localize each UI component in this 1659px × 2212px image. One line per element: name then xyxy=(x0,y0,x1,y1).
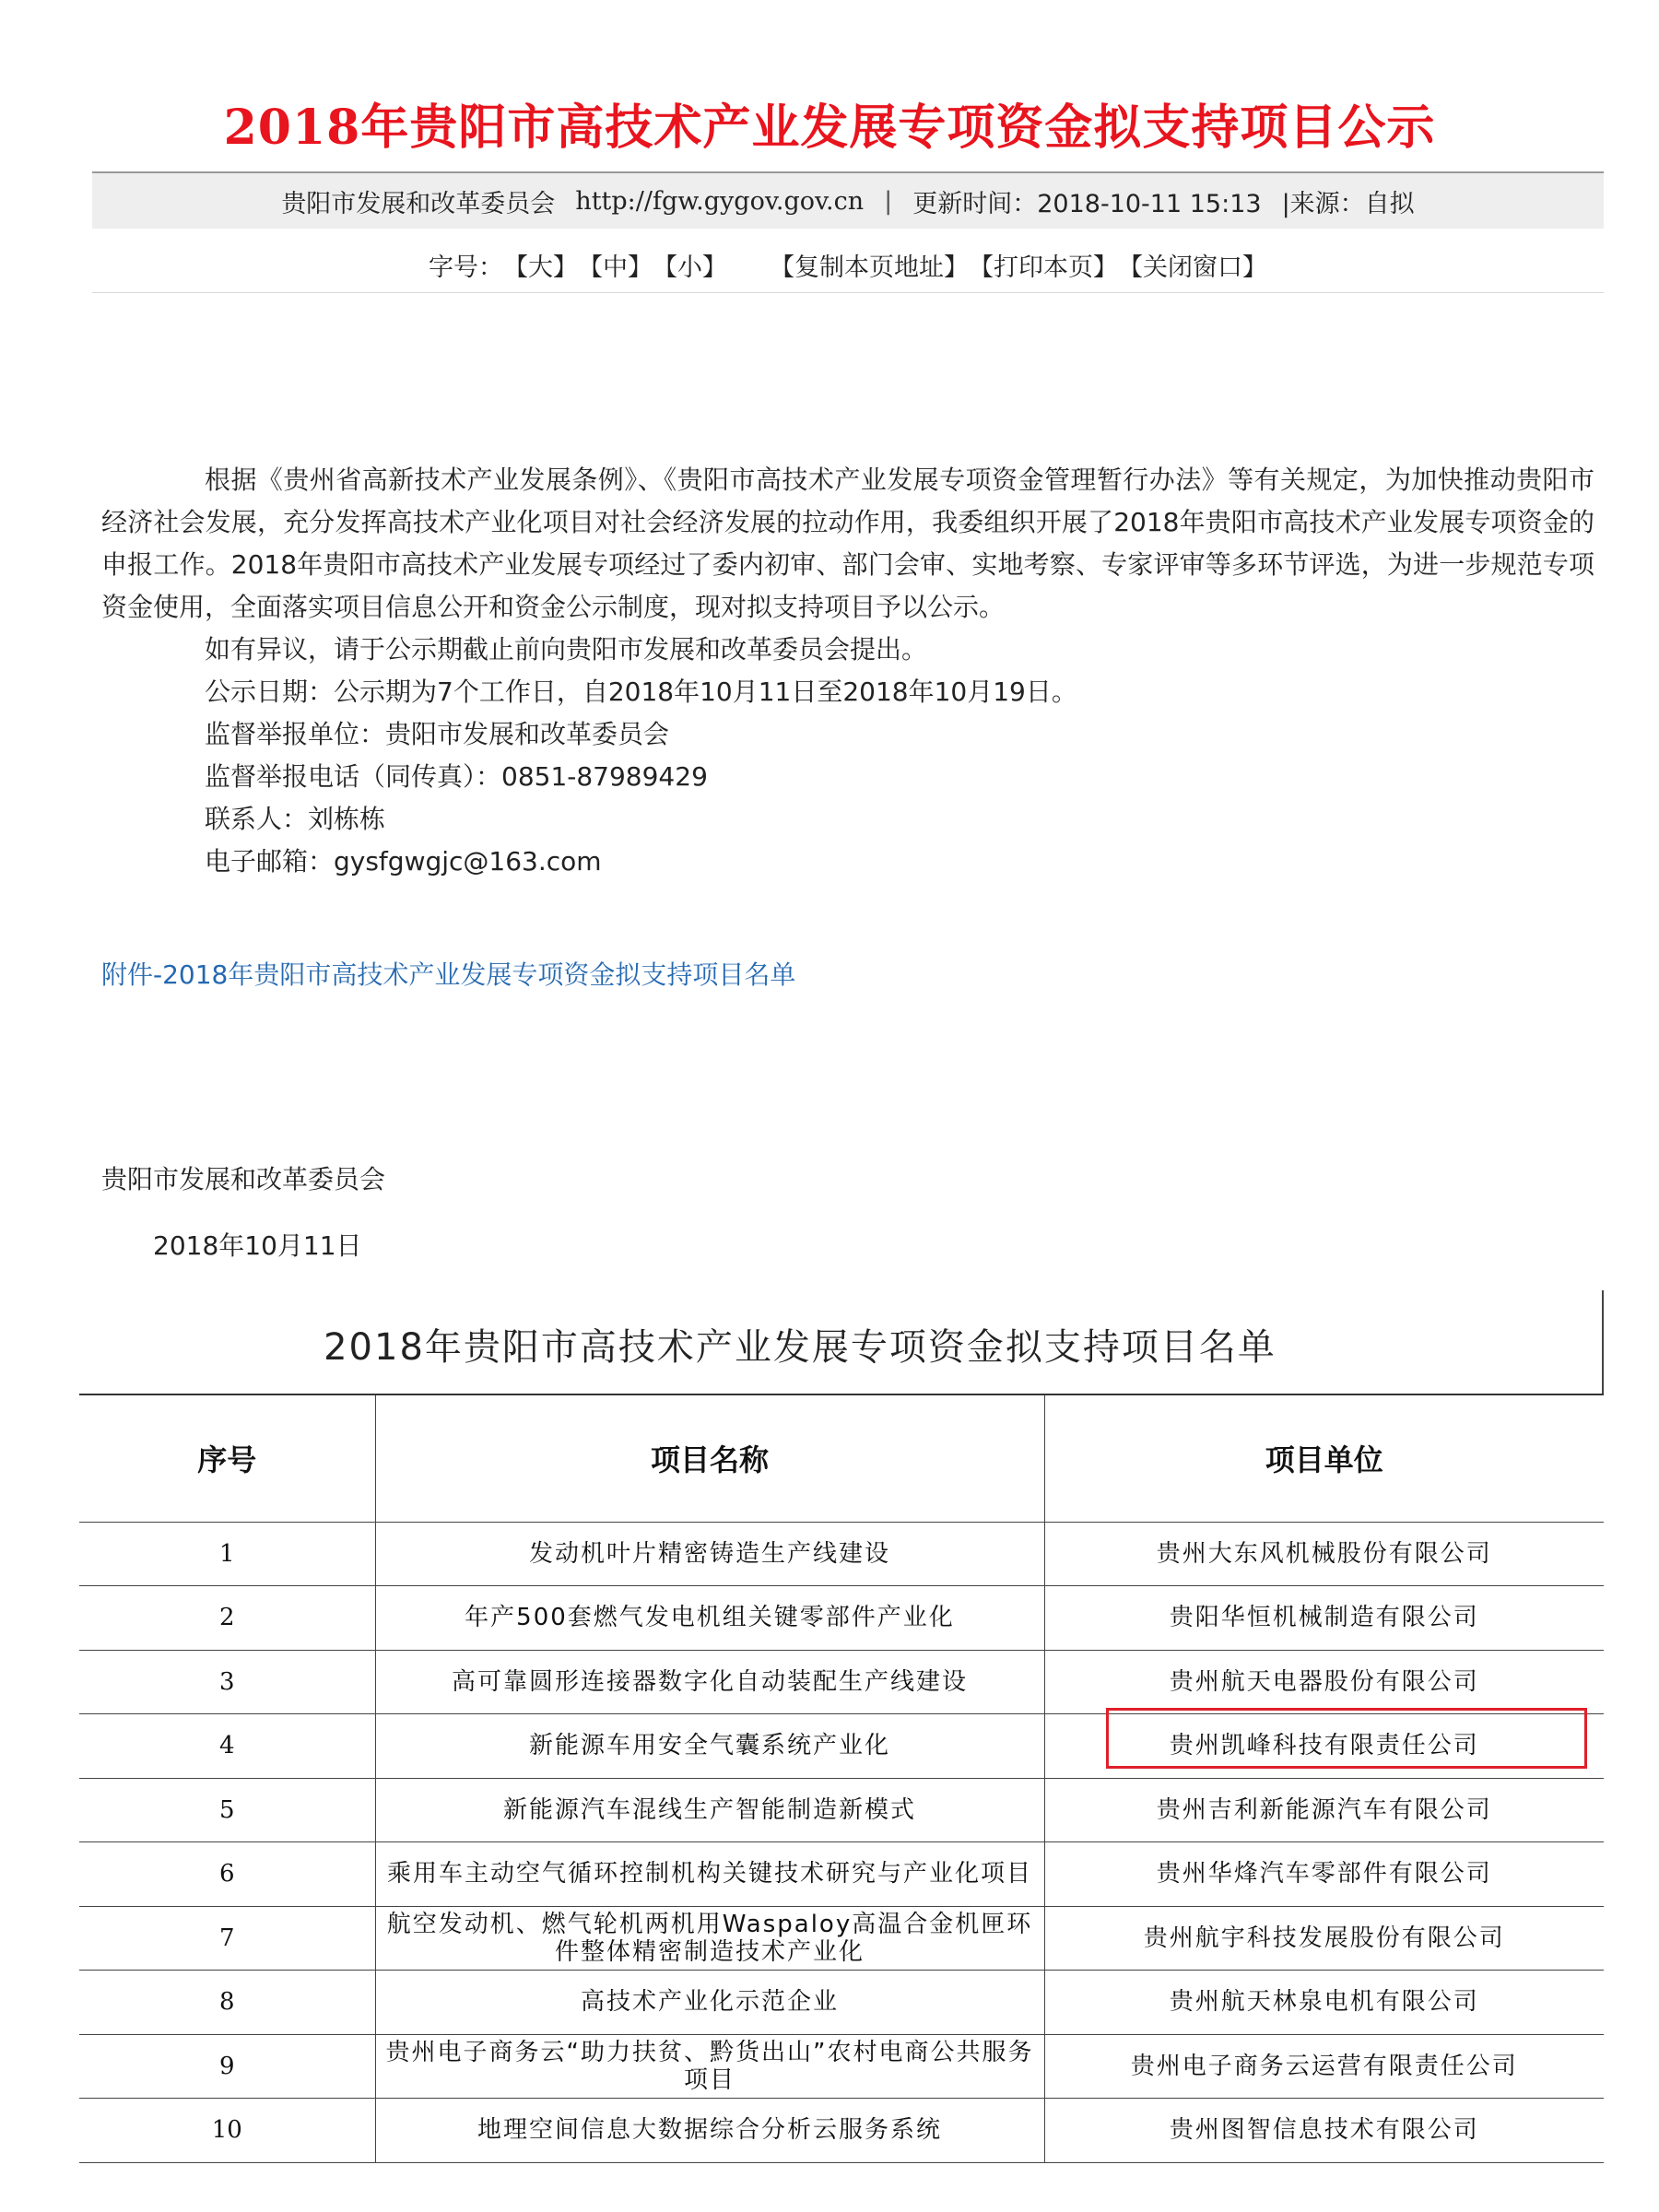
cell-project-unit: 贵州华烽汽车零部件有限公司 xyxy=(1044,1842,1604,1907)
cell-no: 6 xyxy=(79,1842,375,1907)
cell-project-unit: 贵阳华恒机械制造有限公司 xyxy=(1044,1586,1604,1651)
cell-no: 2 xyxy=(79,1586,375,1651)
header-name: 项目名称 xyxy=(375,1394,1044,1522)
intro-paragraph: 根据《贵州省高新技术产业发展条例》、《贵阳市高技术产业发展专项资金管理暂行办法》等有关规定，为加快推动贵阳市经济社会发展，充分发挥高技术产业化项目对社会经济发展的拉动作用，我委组织开展了2018年贵阳市高技术产业发展专项资金的申报工作。2018年贵阳市高技术产业发展专项经过了委内初审、部门会审、实地考察、专家评审等多环节评选，为进一步规范专项资金使用，全面落实项目信息公开和资金公示制度，现对拟支持项目予以公示。 xyxy=(101,465,1594,622)
signature-org: 贵阳市发展和改革委员会 xyxy=(101,1164,386,1194)
font-small-button[interactable]: 【小】 xyxy=(653,253,727,282)
cell-project-name: 地理空间信息大数据综合分析云服务系统 xyxy=(375,2099,1044,2163)
email-line: 电子邮箱：gysfgwgjc@163.com xyxy=(205,846,602,877)
table-row xyxy=(79,1650,1604,1714)
table-row xyxy=(79,1971,1604,2035)
table-row xyxy=(79,2034,1604,2099)
highlight-box xyxy=(1106,1708,1587,1769)
cell-project-name: 高可靠圆形连接器数字化自动装配生产线建设 xyxy=(375,1650,1044,1714)
period-line: 公示日期：公示期为7个工作日，自2018年10月11日至2018年10月19日。 xyxy=(205,677,1077,707)
contact-line: 联系人：刘栋栋 xyxy=(205,804,386,834)
cell-project-name: 高技术产业化示范企业 xyxy=(375,1971,1044,2035)
meta-separator: | xyxy=(884,186,893,216)
publisher: 贵阳市发展和改革委员会 xyxy=(281,189,556,218)
header-no: 序号 xyxy=(79,1394,375,1522)
page-tools-bar xyxy=(92,238,1604,293)
header-unit: 项目单位 xyxy=(1044,1394,1604,1522)
project-list-title: 2018年贵阳市高技术产业发展专项资金拟支持项目名单 xyxy=(324,1326,1277,1369)
update-time: 更新时间：2018-10-11 15:13 xyxy=(912,189,1262,218)
cell-no: 4 xyxy=(79,1714,375,1779)
cell-project-unit: 贵州航天电器股份有限公司 xyxy=(1044,1650,1604,1714)
close-window-button[interactable]: 【关闭窗口】 xyxy=(1118,253,1267,282)
cell-no: 3 xyxy=(79,1650,375,1714)
cell-project-unit: 贵州电子商务云运营有限责任公司 xyxy=(1044,2034,1604,2099)
cell-project-unit: 贵州航宇科技发展股份有限公司 xyxy=(1044,1906,1604,1971)
phone-line: 监督举报电话（同传真）：0851-87989429 xyxy=(205,761,708,792)
table-row xyxy=(79,1778,1604,1842)
table-header-row xyxy=(79,1394,1604,1522)
supervisor-line: 监督举报单位：贵阳市发展和改革委员会 xyxy=(205,719,670,749)
cell-no: 10 xyxy=(79,2099,375,2163)
print-button[interactable]: 【打印本页】 xyxy=(969,253,1118,282)
cell-no: 1 xyxy=(79,1522,375,1586)
cell-project-name: 乘用车主动空气循环控制机构关键技术研究与产业化项目 xyxy=(375,1842,1044,1907)
attachment-link[interactable]: 附件-2018年贵阳市高技术产业发展专项资金拟支持项目名单 xyxy=(101,959,796,990)
cell-no: 9 xyxy=(79,2034,375,2099)
cell-project-name: 年产500套燃气发电机组关键零部件产业化 xyxy=(375,1586,1044,1651)
cell-project-name: 发动机叶片精密铸造生产线建设 xyxy=(375,1522,1044,1586)
signature-date: 2018年10月11日 xyxy=(153,1230,362,1261)
cell-no: 8 xyxy=(79,1971,375,2035)
site-url: http://fgw.gygov.gov.cn xyxy=(575,186,865,216)
font-medium-button[interactable]: 【中】 xyxy=(578,253,653,282)
cell-project-unit: 贵州航天林泉电机有限公司 xyxy=(1044,1971,1604,2035)
table-row xyxy=(79,1522,1604,1586)
cell-project-name: 新能源车用安全气囊系统产业化 xyxy=(375,1714,1044,1779)
project-table xyxy=(79,1394,1604,2163)
page-title: 2018年贵阳市高技术产业发展专项资金拟支持项目公示 xyxy=(223,100,1436,156)
cell-no: 5 xyxy=(79,1778,375,1842)
table-row xyxy=(79,2099,1604,2163)
table-edge-line xyxy=(1602,1290,1604,1394)
font-large-button[interactable]: 【大】 xyxy=(503,253,578,282)
copy-url-button[interactable]: 【复制本页地址】 xyxy=(770,253,969,282)
cell-project-unit: 贵州图智信息技术有限公司 xyxy=(1044,2099,1604,2163)
article-body xyxy=(101,459,1594,883)
cell-project-name: 新能源汽车混线生产智能制造新模式 xyxy=(375,1778,1044,1842)
table-row xyxy=(79,1842,1604,1907)
source: |来源：自拟 xyxy=(1281,189,1415,218)
article-meta-bar xyxy=(92,171,1604,229)
table-row xyxy=(79,1906,1604,1971)
table-row xyxy=(79,1586,1604,1651)
cell-project-unit: 贵州凯峰科技有限责任公司 xyxy=(1044,1714,1604,1779)
project-list-image xyxy=(79,1290,1604,2175)
objection-line: 如有异议，请于公示期截止前向贵阳市发展和改革委员会提出。 xyxy=(205,634,928,665)
table-body xyxy=(79,1522,1604,2162)
cell-no: 7 xyxy=(79,1906,375,1971)
cell-project-unit: 贵州大东风机械股份有限公司 xyxy=(1044,1522,1604,1586)
font-size-label: 字号： xyxy=(429,253,503,282)
cell-project-unit: 贵州吉利新能源汽车有限公司 xyxy=(1044,1778,1604,1842)
cell-project-name: 航空发动机、燃气轮机两机用Waspaloy高温合金机匣环件整体精密制造技术产业化 xyxy=(375,1906,1044,1971)
cell-project-name: 贵州电子商务云“助力扶贫、黔货出山”农村电商公共服务项目 xyxy=(375,2034,1044,2099)
